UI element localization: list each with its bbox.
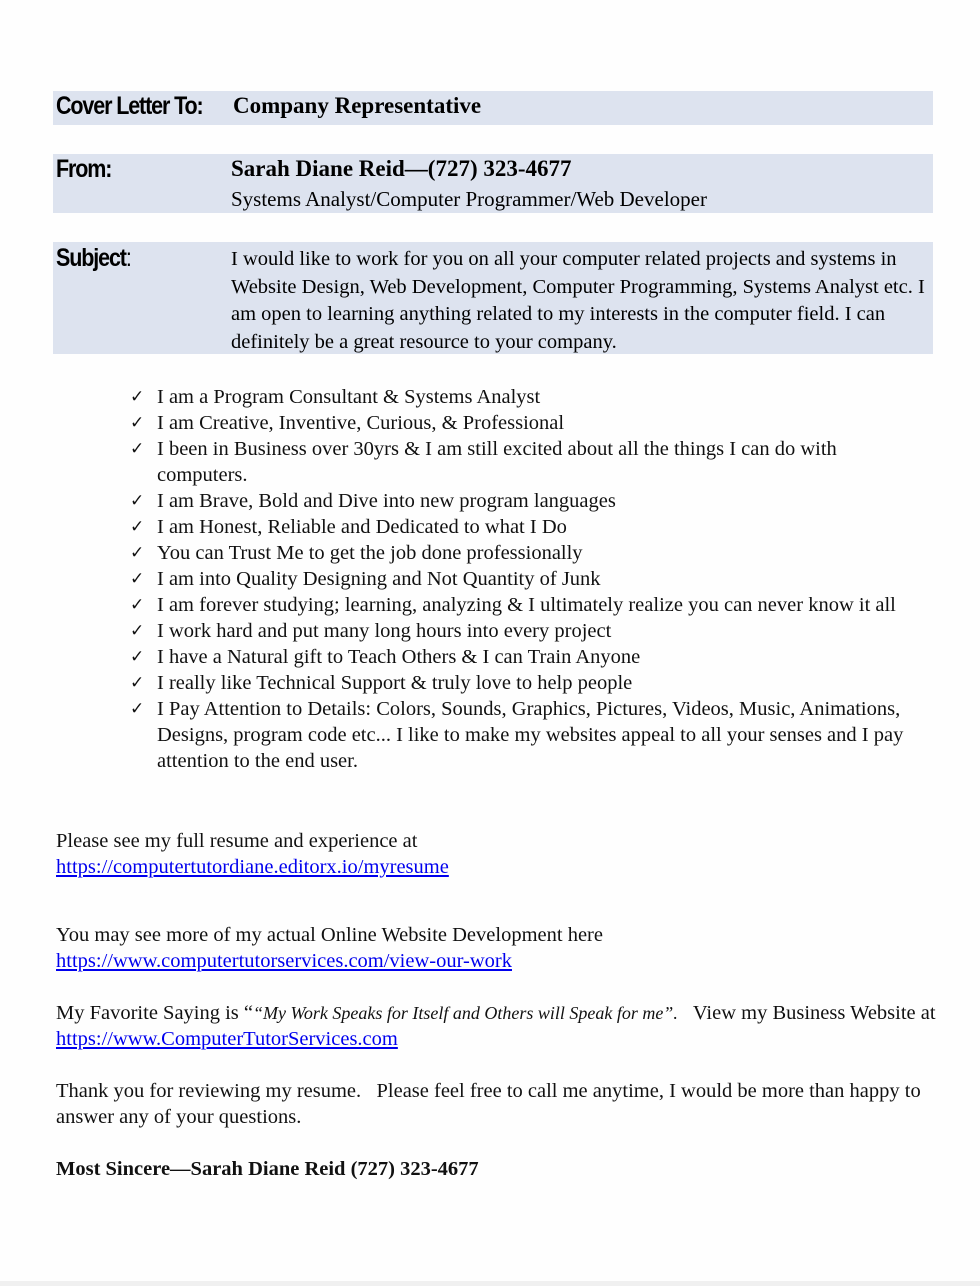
to-label: Cover Letter To:	[56, 92, 203, 120]
checkmark-icon: ✓	[130, 569, 145, 589]
list-item: ✓ I really like Technical Support & truly love to help people	[130, 672, 633, 694]
subject-label	[56, 244, 131, 273]
list-item: ✓ I am Honest, Reliable and Dedicated to what I Do	[130, 516, 567, 538]
subject-text: I would like to work for you on all your computer related projects and systems in Website Design, Web Development, Computer Programming, Systems Analyst etc. I am open to learning anything related to my interests in the computer field. I can definitely be a great resource to your company.	[231, 248, 925, 353]
list-item: ✓ You can Trust Me to get the job done professionally	[130, 542, 583, 564]
list-item: ✓ I am forever studying; learning, analyzing & I ultimately realize you can never know it all	[130, 594, 896, 616]
portfolio-text: You may see more of my actual Online Website Development here	[56, 924, 603, 946]
saying-paragraph	[56, 1000, 941, 1052]
checkmark-icon: ✓	[130, 647, 145, 667]
resume-paragraph	[56, 828, 936, 880]
list-item: ✓ I Pay Attention to Details: Colors, Sounds, Graphics, Pictures, Videos, Music, Animations, Designs, program code etc... I like to make my websites appeal to all your senses and I pay attention to the end user.	[130, 698, 904, 772]
resume-text: Please see my full resume and experience at	[56, 830, 418, 852]
list-item: ✓ I am into Quality Designing and Not Quantity of Junk	[130, 568, 601, 590]
list-item: ✓ I have a Natural gift to Teach Others & I can Train Anyone	[130, 646, 641, 668]
from-label: From:	[56, 155, 112, 183]
checkmark-icon: ✓	[130, 699, 145, 719]
qualities-checklist	[126, 384, 926, 774]
list-item: ✓ I am Creative, Inventive, Curious, & Professional	[130, 412, 565, 434]
saying-prefix: My Favorite Saying is “	[56, 1002, 254, 1024]
signature: Most Sincere—Sarah Diane Reid (727) 323-4677	[56, 1158, 479, 1180]
checkmark-icon: ✓	[130, 517, 145, 537]
checkmark-icon: ✓	[130, 413, 145, 433]
checkmark-icon: ✓	[130, 595, 145, 615]
checkmark-icon: ✓	[130, 543, 145, 563]
list-item: ✓ I work hard and put many long hours into every project	[130, 620, 612, 642]
from-name-phone: Sarah Diane Reid—(727) 323-4677	[231, 156, 572, 181]
thanks-paragraph: Thank you for reviewing my resume. Please feel free to call me anytime, I would be more than happy to answer any of your questions.	[56, 1080, 926, 1128]
checkmark-icon: ✓	[130, 439, 145, 459]
portfolio-link[interactable]: https://www.computertutorservices.com/view-our-work	[56, 950, 512, 972]
list-item: ✓ I am a Program Consultant & Systems Analyst	[130, 386, 541, 408]
subject-colon: :	[125, 244, 131, 272]
saying-quote: “My Work Speaks for Itself and Others will Speak for me”.	[253, 1003, 678, 1023]
checkmark-icon: ✓	[130, 673, 145, 693]
saying-suffix: View my Business Website at	[677, 1002, 941, 1024]
to-value: Company Representative	[233, 93, 482, 118]
portfolio-paragraph	[56, 922, 936, 974]
list-item: ✓ I am Brave, Bold and Dive into new program languages	[130, 490, 616, 512]
subject-label-text: Subject	[56, 244, 126, 272]
resume-link[interactable]: https://computertutordiane.editorx.io/myresume	[56, 856, 449, 878]
checkmark-icon: ✓	[130, 387, 145, 407]
checkmark-icon: ✓	[130, 491, 145, 511]
page-bottom-edge	[0, 1281, 980, 1286]
list-item: ✓ I been in Business over 30yrs & I am still excited about all the things I can do with computers.	[130, 438, 837, 486]
checkmark-icon: ✓	[130, 621, 145, 641]
business-website-link[interactable]: https://www.ComputerTutorServices.com	[56, 1028, 398, 1050]
from-title: Systems Analyst/Computer Programmer/Web Developer	[231, 187, 707, 211]
